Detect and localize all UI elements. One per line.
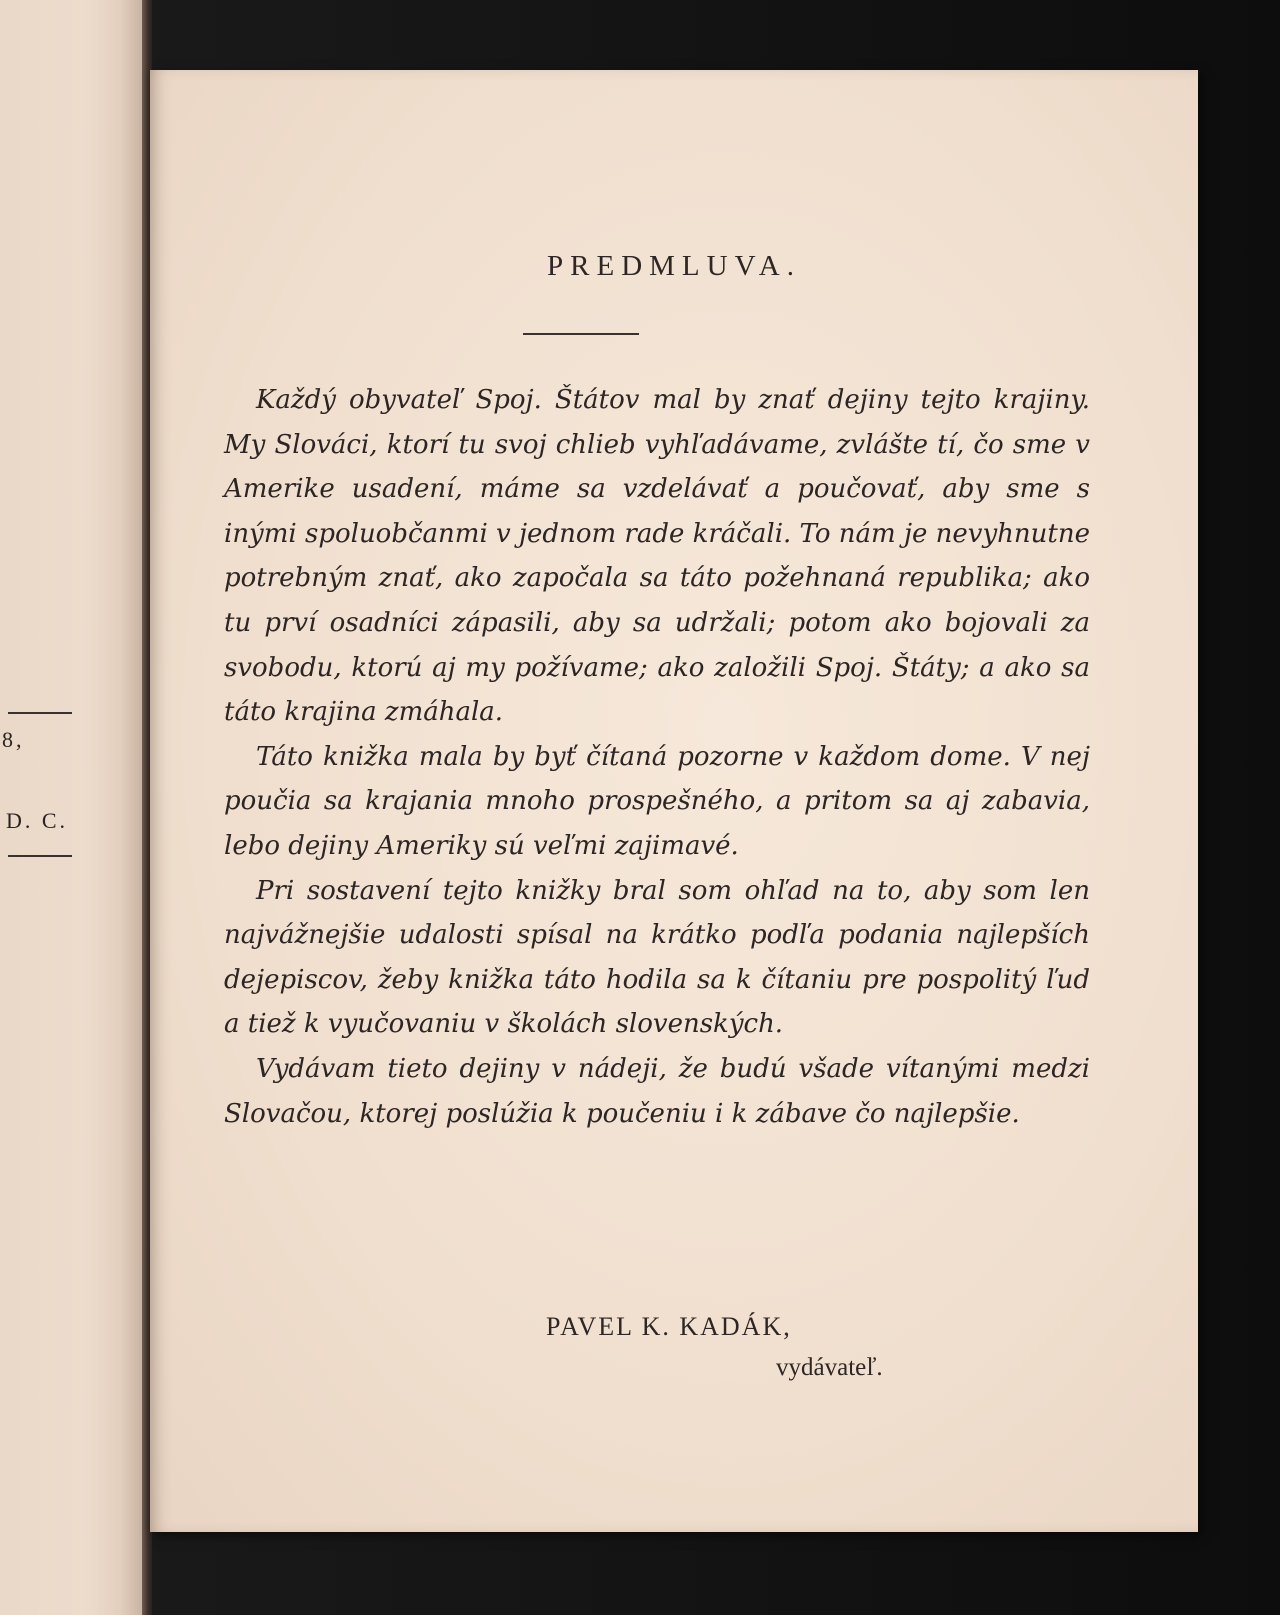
left-page-rule-top [8, 712, 72, 714]
paragraph-2: Táto knižka mala by byť čítaná pozorne v každom dome. V nej poučia sa krajania mnoho prospešného, a pritom sa aj zabavia, lebo dejiny Ameriky sú veľmi zajimavé. [224, 741, 1090, 861]
preface-body [224, 378, 1090, 1136]
author-signature: PAVEL K. KADÁK, [546, 1312, 792, 1341]
preface-page [150, 70, 1198, 1532]
left-page-rule-bottom [8, 855, 72, 857]
author-role: vydávateľ. [776, 1354, 883, 1381]
left-facing-page [0, 0, 144, 1615]
paragraph-1: Každý obyvateľ Spoj. Štátov mal by znať dejiny tejto krajiny. My Slováci, ktorí tu svoj chlieb vyhľadávame, zvlášte tí, čo sme v Amerike usadení, máme sa vzdelávať a poučovať, aby sme s inými spoluobčanmi v jednom rade kráčali. To nám je nevyhnutne potrebným znať, ako započala sa táto požehnaná republika; ako tu prví osadníci zápasili, aby sa udržali; potom ako bojovali za svobodu, ktorú aj my požívame; ako založili Spoj. Štáty; a ako sa táto krajina zmáhala. [224, 385, 1090, 728]
paragraph-4: Vydávam tieto dejiny v nádeji, že budú všade vítanými medzi Slovačou, ktorej poslúžia k poučeniu i k zábave čo najlepšie. [224, 1053, 1090, 1129]
paragraph-3: Pri sostavení tejto knižky bral som ohľad na to, aby som len najvážnejšie udalosti spísal na krátko podľa podania najlepších dejepiscov, žeby knižka táto hodila sa k čítaniu pre pospolitý ľud a tiež k vyučovaniu v školách slovenských. [224, 875, 1090, 1040]
page-title: PREDMLUVA. [547, 250, 801, 282]
left-page-fragment-top: 8, [2, 727, 25, 752]
left-page-fragment-bottom: D. C. [6, 808, 69, 833]
title-rule [523, 333, 639, 335]
